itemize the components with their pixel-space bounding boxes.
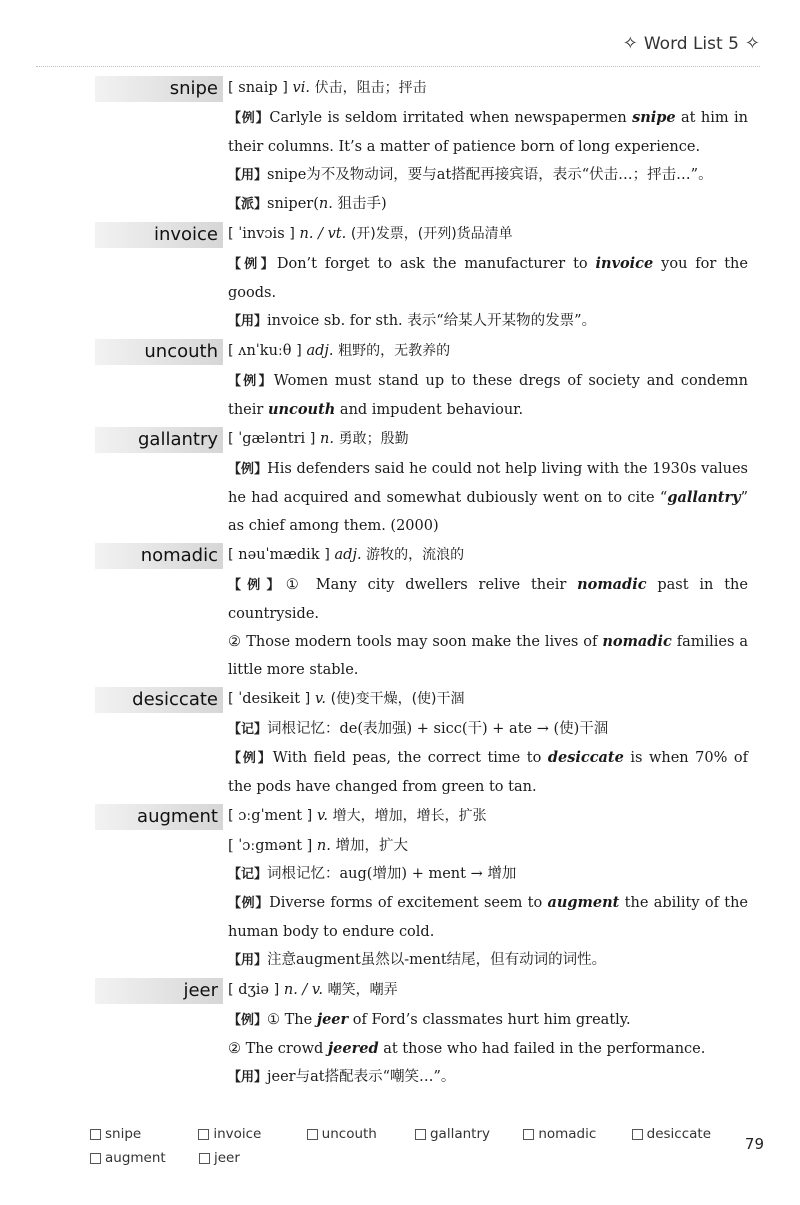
- text-segment: families a little more stable.: [228, 634, 749, 678]
- checklist-label: invoice: [213, 1126, 262, 1142]
- headword: snipe: [95, 76, 223, 102]
- part-of-speech: adj.: [334, 547, 362, 563]
- text-segment: Carlyle is seldom irritated when newspapermen: [269, 110, 633, 126]
- checkbox-icon[interactable]: [199, 1153, 210, 1164]
- pronunciation: ˈdesikeit: [238, 691, 301, 707]
- bracket-open: [: [228, 226, 239, 242]
- text-segment: invoice sb. for sth. 表示“给某人开某物的发票”。: [267, 313, 597, 329]
- entry-detail-line: [228, 307, 748, 336]
- text-segment: n.: [318, 196, 333, 212]
- entry-header-line: [228, 541, 748, 571]
- headword: nomadic: [95, 543, 223, 569]
- text-segment: sniper(: [267, 196, 319, 212]
- section-tag: 【例】: [228, 751, 273, 766]
- section-tag: 【记】: [228, 867, 268, 882]
- checkbox-icon[interactable]: [632, 1129, 643, 1140]
- headword: jeer: [95, 978, 223, 1004]
- text-segment: of Ford’s classmates hurt him greatly.: [348, 1012, 631, 1028]
- entry-header-line: [228, 337, 748, 367]
- checklist-label: nomadic: [538, 1126, 597, 1142]
- text-segment: [ ˈɔːgmənt ]: [228, 838, 317, 854]
- dictionary-entry: [0, 74, 800, 219]
- text-segment: ” as chief among them. (2000): [228, 490, 748, 534]
- text-segment: His defenders said he could not help living with the 1930s values he had acquired and somewhat dubiously went on to cite “: [228, 461, 748, 506]
- entry-header-line: [228, 425, 748, 455]
- entry-detail-line: [228, 715, 748, 744]
- text-segment: and impudent behaviour.: [335, 402, 524, 418]
- checkbox-icon[interactable]: [307, 1129, 318, 1140]
- text-segment: at those who had failed in the performance.: [378, 1041, 706, 1057]
- bracket-open: [: [228, 982, 239, 998]
- section-tag: 【用】: [228, 953, 268, 968]
- definition: 勇敢；殷勤: [338, 431, 409, 447]
- text-segment: is when 70% of the pods have changed from green to tan.: [228, 750, 748, 795]
- headword: uncouth: [95, 339, 223, 365]
- bracket-close: ]: [284, 226, 300, 242]
- bracket-close: ]: [319, 547, 335, 563]
- section-tag: 【用】: [228, 168, 268, 183]
- checklist-item[interactable]: [90, 1150, 199, 1166]
- pronunciation: ˈgæləntri: [238, 431, 306, 447]
- bracket-close: ]: [291, 343, 307, 359]
- text-segment: jeer与at搭配表示“嘲笑…”。: [267, 1069, 456, 1085]
- checklist-item[interactable]: [307, 1126, 415, 1142]
- dictionary-entry: [0, 337, 800, 424]
- part-of-speech: v.: [316, 808, 329, 824]
- text-segment: 词根记忆：aug(增加) + ment → 增加: [267, 866, 517, 882]
- checklist-item[interactable]: [632, 1126, 740, 1142]
- section-tag: 【用】: [228, 314, 268, 329]
- checklist-item[interactable]: [199, 1150, 308, 1166]
- definition: 增大，增加，增长，扩张: [332, 808, 487, 824]
- section-tag: 【用】: [228, 1070, 268, 1085]
- pronunciation: ʌnˈkuːθ: [238, 343, 292, 359]
- entry-detail-line: [228, 1035, 748, 1063]
- part-of-speech: vi.: [292, 80, 310, 96]
- checklist-label: jeer: [214, 1150, 240, 1166]
- header-divider: [36, 66, 760, 67]
- text-segment: 词根记忆：de(表加强) + sicc(干) + ate → (使)干涸: [267, 721, 609, 737]
- entry-list: [0, 74, 800, 1093]
- checklist-item[interactable]: [523, 1126, 631, 1142]
- bracket-open: [: [228, 80, 239, 96]
- highlighted-headword: gallantry: [667, 489, 741, 506]
- text-segment: With field peas, the correct time to: [272, 750, 548, 766]
- checklist-item[interactable]: [415, 1126, 523, 1142]
- text-segment: you for the goods.: [228, 256, 748, 301]
- highlighted-headword: nomadic: [577, 576, 647, 593]
- dictionary-entry: [0, 802, 800, 975]
- checkbox-icon[interactable]: [198, 1129, 209, 1140]
- checkbox-icon[interactable]: [90, 1129, 101, 1140]
- bracket-close: ]: [302, 808, 317, 824]
- page-number: 79: [744, 1135, 764, 1153]
- entry-header-line: [228, 685, 748, 715]
- entry-detail-line: [228, 860, 748, 889]
- section-tag: 【派】: [228, 197, 268, 212]
- dictionary-entry: [0, 976, 800, 1092]
- bracket-open: [: [228, 691, 239, 707]
- entry-detail-line: [228, 571, 748, 628]
- text-segment: past in the countryside.: [228, 577, 748, 622]
- dictionary-entry: [0, 220, 800, 336]
- bracket-close: ]: [268, 982, 284, 998]
- definition: (开)发票，(开列)货品清单: [350, 226, 513, 242]
- headword: invoice: [95, 222, 223, 248]
- running-header: [623, 33, 760, 54]
- headword: augment: [95, 804, 223, 830]
- highlighted-headword: jeer: [316, 1011, 349, 1028]
- section-tag: 【例】: [228, 896, 270, 911]
- checklist-item[interactable]: [90, 1126, 198, 1142]
- definition: 嘲笑，嘲弄: [327, 982, 398, 998]
- entry-detail-line: [228, 889, 748, 946]
- pronunciation: nəuˈmædik: [238, 547, 320, 563]
- section-tag: 【例】: [228, 374, 274, 389]
- definition: 游牧的，流浪的: [366, 547, 465, 563]
- headword: gallantry: [95, 427, 223, 453]
- checklist-label: uncouth: [321, 1126, 377, 1142]
- checklist-label: desiccate: [646, 1126, 712, 1142]
- text-segment: the ability of the human body to endure cold.: [228, 895, 748, 940]
- headword: desiccate: [95, 687, 223, 713]
- review-checklist: [90, 1122, 740, 1170]
- diamond-ornament-icon: ✧: [622, 33, 638, 54]
- section-tag: 【例】: [228, 578, 286, 593]
- text-segment: 狙击手): [332, 196, 387, 212]
- section-tag: 【例】: [228, 462, 268, 477]
- text-segment: ② Those modern tools may soon make the lives of: [228, 634, 603, 650]
- text-segment: ① Many city dwellers relive their: [285, 577, 578, 593]
- entry-detail-line: [228, 832, 748, 860]
- entry-detail-line: [228, 455, 748, 540]
- checklist-item[interactable]: [198, 1126, 306, 1142]
- text-segment: 增加，扩大: [330, 838, 408, 854]
- entry-header-line: [228, 74, 748, 104]
- text-segment: Diverse forms of excitement seem to: [269, 895, 548, 911]
- highlighted-headword: nomadic: [602, 633, 672, 650]
- checkbox-icon[interactable]: [90, 1153, 101, 1164]
- part-of-speech: n. / vt.: [299, 226, 347, 242]
- bracket-close: ]: [277, 80, 293, 96]
- part-of-speech: n.: [320, 431, 334, 447]
- part-of-speech: adj.: [306, 343, 334, 359]
- entry-header-line: [228, 220, 748, 250]
- checklist-label: snipe: [105, 1126, 142, 1142]
- entry-detail-line: [228, 744, 748, 801]
- part-of-speech: n. / v.: [283, 982, 323, 998]
- bracket-open: [: [228, 343, 239, 359]
- checklist-row: [90, 1146, 740, 1170]
- entry-detail-line: [228, 161, 748, 190]
- text-segment: n.: [316, 838, 331, 854]
- section-tag: 【例】: [228, 111, 270, 126]
- text-segment: Don’t forget to ask the manufacturer to: [276, 256, 596, 272]
- section-tag: 【例】: [228, 1013, 268, 1028]
- entry-detail-line: [228, 190, 748, 219]
- bracket-open: [: [228, 547, 239, 563]
- highlighted-headword: augment: [547, 894, 620, 911]
- checklist-label: augment: [105, 1150, 166, 1166]
- entry-detail-line: [228, 104, 748, 161]
- diamond-ornament-icon: ✧: [744, 33, 760, 54]
- text-segment: Women must stand up to these dregs of society and condemn their: [228, 373, 748, 418]
- text-segment: ① The: [267, 1012, 317, 1028]
- dictionary-entry: [0, 685, 800, 801]
- bracket-open: [: [228, 431, 239, 447]
- highlighted-headword: desiccate: [547, 749, 624, 766]
- entry-header-line: [228, 976, 748, 1006]
- entry-header-line: [228, 802, 748, 832]
- highlighted-headword: snipe: [632, 109, 676, 126]
- checkbox-icon[interactable]: [523, 1129, 534, 1140]
- highlighted-headword: jeered: [327, 1040, 379, 1057]
- bracket-close: ]: [305, 431, 321, 447]
- checkbox-icon[interactable]: [415, 1129, 426, 1140]
- section-tag: 【记】: [228, 722, 268, 737]
- pronunciation: ˈinvɔis: [238, 226, 285, 242]
- text-segment: at him in their columns. It’s a matter of patience born of long experience.: [228, 110, 748, 155]
- pronunciation: ɔːgˈment: [238, 808, 303, 824]
- definition: 粗野的，无教养的: [338, 343, 451, 359]
- dictionary-entry: [0, 425, 800, 540]
- text-segment: 注意augment虽然以-ment结尾，但有动词的词性。: [267, 952, 607, 968]
- highlighted-headword: uncouth: [267, 401, 336, 418]
- bracket-open: [: [228, 808, 239, 824]
- checklist-label: gallantry: [429, 1126, 490, 1142]
- checklist-row: [90, 1122, 740, 1146]
- bracket-close: ]: [300, 691, 315, 707]
- text-segment: ② The crowd: [228, 1041, 328, 1057]
- highlighted-headword: invoice: [595, 255, 654, 272]
- entry-detail-line: [228, 367, 748, 424]
- entry-detail-line: [228, 1006, 748, 1035]
- entry-detail-line: [228, 628, 748, 684]
- definition: 伏击，阻击；抨击: [314, 80, 427, 96]
- entry-detail-line: [228, 250, 748, 307]
- entry-detail-line: [228, 1063, 748, 1092]
- definition: (使)变干燥，(使)干涸: [330, 691, 465, 707]
- section-tag: 【例】: [228, 257, 277, 272]
- pronunciation: dʒiə: [238, 982, 269, 998]
- dictionary-entry: [0, 541, 800, 684]
- entry-detail-line: [228, 946, 748, 975]
- part-of-speech: v.: [314, 691, 327, 707]
- pronunciation: snaip: [238, 80, 278, 96]
- word-list-title: Word List 5: [643, 33, 739, 54]
- text-segment: snipe为不及物动词，要与at搭配再接宾语，表示“伏击…；抨击…”。: [267, 167, 713, 183]
